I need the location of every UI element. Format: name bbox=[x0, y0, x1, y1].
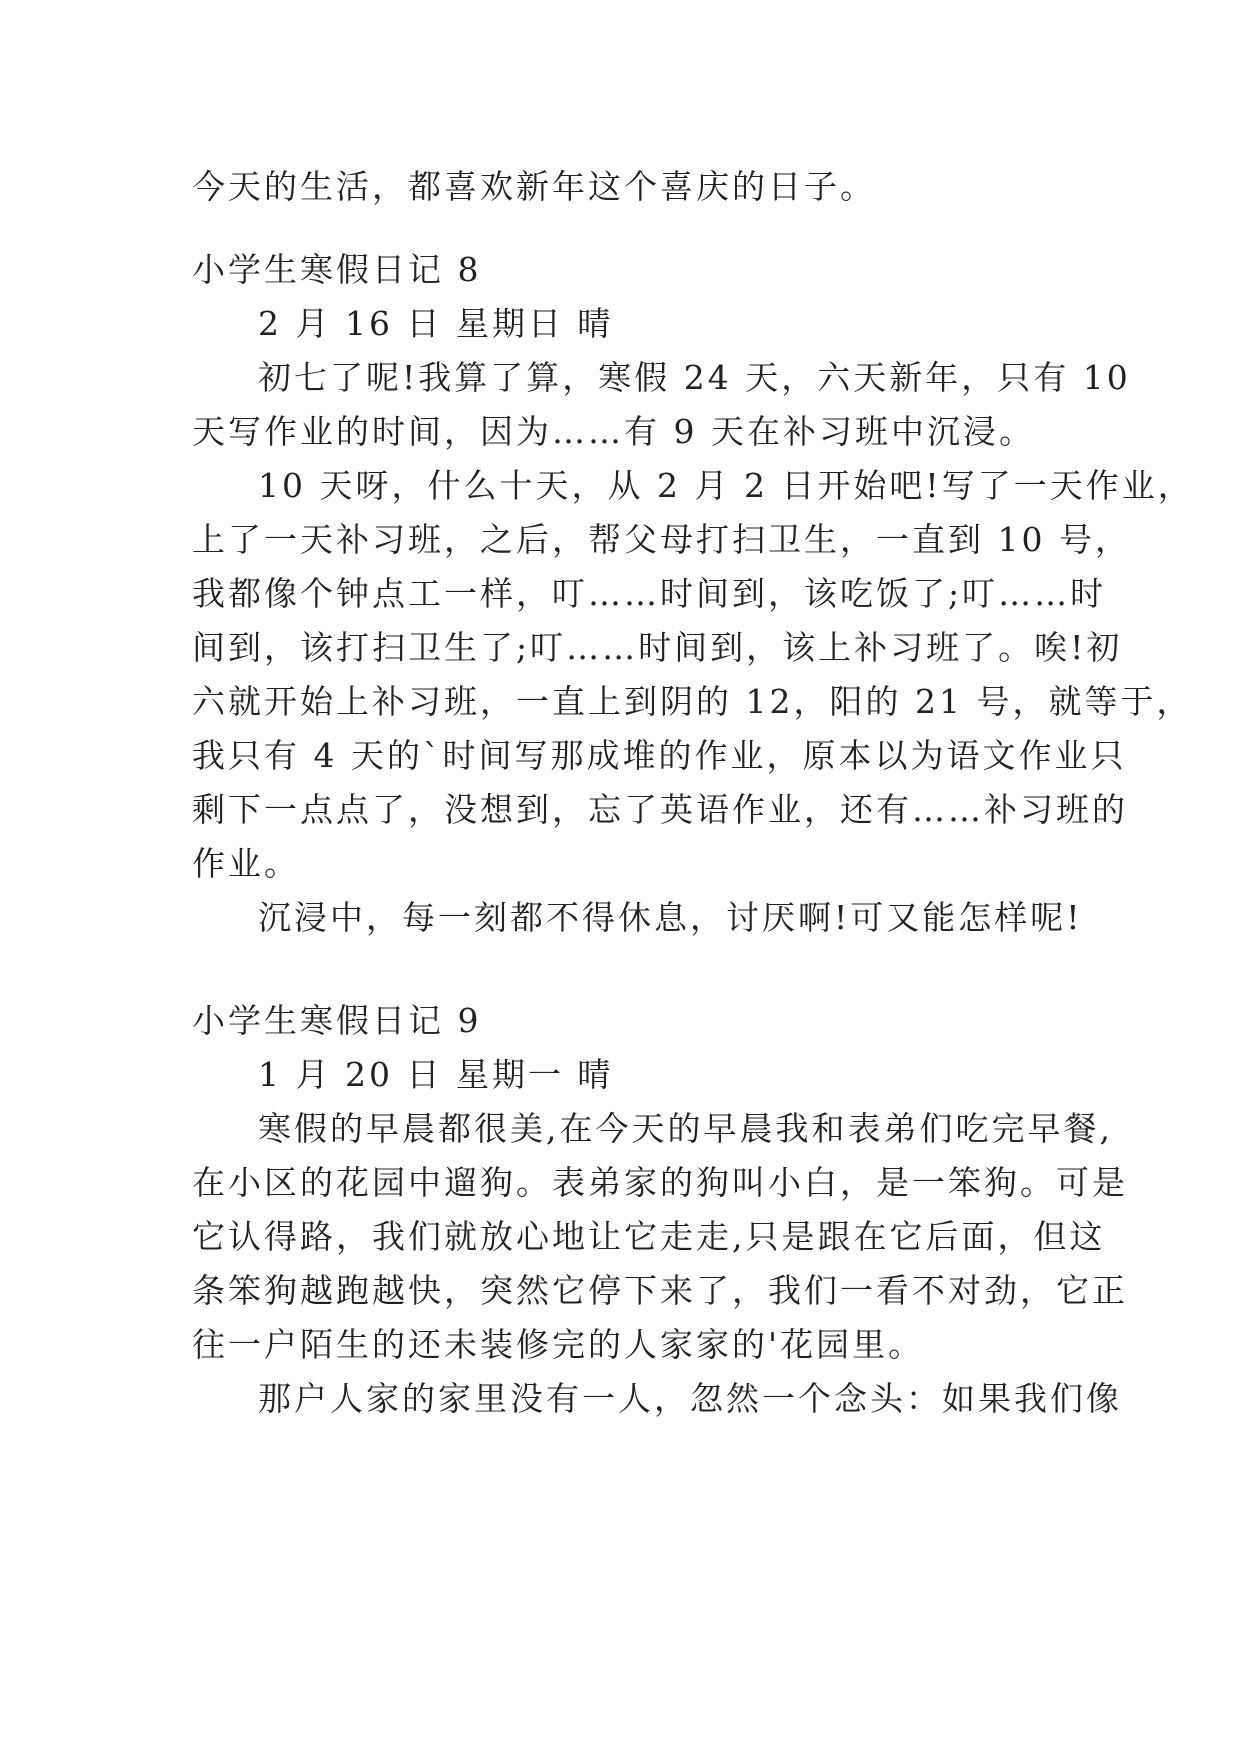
paragraph-line: 我都像个钟点工一样，叮……时间到，该吃饭了;叮……时 bbox=[192, 574, 1107, 613]
paragraph-line: 今天的生活，都喜欢新年这个喜庆的日子。 bbox=[192, 167, 876, 206]
paragraph-line: 往一户陌生的还未装修完的人家家的'花园里。 bbox=[192, 1325, 925, 1364]
paragraph-line: 寒假的早晨都很美,在今天的早晨我和表弟们吃完早餐, bbox=[258, 1109, 1113, 1148]
paragraph-line: 条笨狗越跑越快，突然它停下来了，我们一看不对劲，它正 bbox=[192, 1271, 1128, 1310]
paragraph-line: 间到，该打扫卫生了;叮……时间到，该上补习班了。唉!初 bbox=[192, 628, 1123, 667]
paragraph-line: 我只有 4 天的`时间写那成堆的作业，原本以为语文作业只 bbox=[192, 736, 1127, 775]
paragraph-line: 它认得路，我们就放心地让它走走,只是跟在它后面，但这 bbox=[192, 1217, 1106, 1256]
section-heading: 小学生寒假日记 9 bbox=[192, 1001, 482, 1040]
paragraph-line: 沉浸中，每一刻都不得休息，讨厌啊!可又能怎样呢! bbox=[258, 898, 1083, 937]
paragraph-line: 上了一天补习班，之后，帮父母打扫卫生，一直到 10 号， bbox=[192, 520, 1131, 559]
paragraph-line: 剩下一点点了，没想到，忘了英语作业，还有……补习班的 bbox=[192, 790, 1128, 829]
paragraph-line: 作业。 bbox=[192, 844, 300, 883]
paragraph-line: 在小区的花园中遛狗。表弟家的狗叫小白，是一笨狗。可是 bbox=[192, 1163, 1128, 1202]
diary-date-line: 2 月 16 日 星期日 晴 bbox=[258, 304, 614, 343]
paragraph-line: 10 天呀，什么十天，从 2 月 2 日开始吧!写了一天作业， bbox=[258, 466, 1194, 505]
paragraph-line: 天写作业的时间，因为……有 9 天在补习班中沉浸。 bbox=[192, 412, 1035, 451]
paragraph-line: 六就开始上补习班，一直上到阴的 12，阳的 21 号，就等于， bbox=[192, 682, 1193, 721]
paragraph-line: 初七了呢!我算了算，寒假 24 天，六天新年，只有 10 bbox=[258, 358, 1131, 397]
section-heading: 小学生寒假日记 8 bbox=[192, 250, 482, 289]
paragraph-line: 那户人家的家里没有一人，忽然一个念头：如果我们像 bbox=[258, 1379, 1122, 1418]
diary-date-line: 1 月 20 日 星期一 晴 bbox=[258, 1055, 614, 1094]
